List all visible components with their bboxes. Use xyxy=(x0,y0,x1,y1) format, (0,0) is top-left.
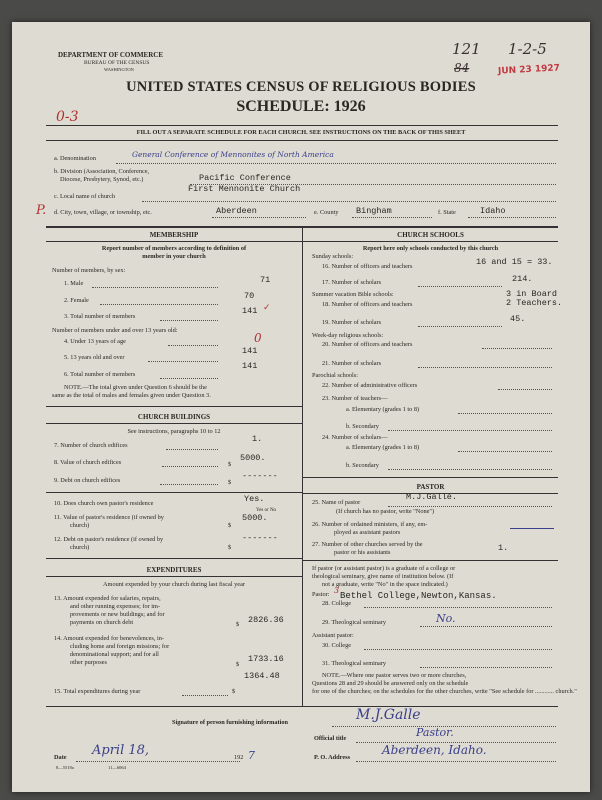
expenditures-heading: EXPENDITURES xyxy=(146,566,202,574)
form-title: UNITED STATES CENSUS OF RELIGIOUS BODIES xyxy=(126,79,476,95)
state-label: f. State xyxy=(438,209,456,216)
instructions-banner: FILL OUT A SEPARATE SCHEDULE FOR EACH CHURCH. SEE INSTRUCTIONS ON THE BACK OF THIS SHEET xyxy=(136,129,466,136)
q13-dollar: $ xyxy=(236,621,240,628)
parochial-schools-label: Parochial schools: xyxy=(312,372,358,379)
q14-label-1: 14. Amount expended for benevolences, in- xyxy=(54,635,164,642)
q3-value: 141 xyxy=(242,306,258,316)
q9-value: ------- xyxy=(242,471,278,481)
received-date-stamp: JUN 23 1927 xyxy=(497,63,561,77)
q17-value: 214. xyxy=(512,274,533,284)
q9-dollar: $ xyxy=(228,479,232,486)
q8-label: 8. Value of church edifices xyxy=(54,459,122,466)
date-label: Date xyxy=(54,754,67,761)
q10-value: Yes. xyxy=(244,494,265,504)
q26-label: 26. Number of ordained ministers, if any, em- xyxy=(312,521,428,528)
q15-label: 15. Total expenditures during year xyxy=(54,688,141,695)
q4-label: 4. Under 13 years of age xyxy=(64,338,126,345)
q21-label: 21. Number of scholars xyxy=(322,360,382,367)
q27-value: 1. xyxy=(498,543,509,553)
q16-label: 16. Number of officers and teachers xyxy=(322,263,413,270)
pastor-note-1: NOTE.—Where one pastor serves two or more churches, xyxy=(322,672,467,679)
census-form-sheet xyxy=(12,22,590,792)
q14-label-3: denominational support; and for all xyxy=(70,651,159,658)
assistant-pastor-label: Assistant pastor: xyxy=(312,632,354,639)
file-number: 121 xyxy=(452,40,481,58)
church-name-label: c. Local name of church xyxy=(54,193,116,200)
buildings-heading: CHURCH BUILDINGS xyxy=(137,413,211,421)
church-name-value: First Mennonite Church xyxy=(188,184,301,194)
department-line: DEPARTMENT OF COMMERCE xyxy=(58,51,164,59)
q23-label: 23. Number of teachers— xyxy=(322,395,388,402)
q5-label: 5. 13 years old and over xyxy=(64,354,125,361)
q6-value: 141 xyxy=(242,361,258,371)
form-subtitle: SCHEDULE: 1926 xyxy=(236,98,366,115)
q19-label: 19. Number of scholars xyxy=(322,319,382,326)
date-value: April 18, xyxy=(92,743,150,758)
membership-intro-1: Report number of members according to definition of xyxy=(101,245,247,252)
q22-label: 22. Number of administrative officers xyxy=(322,382,418,389)
margin-note-top: 0-3 xyxy=(56,109,79,125)
q5-value: 141 xyxy=(242,346,258,356)
q18-label: 18. Number of officers and teachers xyxy=(322,301,413,308)
pastor-note-3: for one of the churches; on the schedules for the other churches, write "See schedule for ............ church." xyxy=(312,688,577,695)
signature-label: Signature of person furnishing information xyxy=(172,719,289,726)
official-title-value: Pastor. xyxy=(416,726,454,739)
pastor-note-2: Questions 28 and 29 should be answered only on the schedule xyxy=(312,680,469,687)
county-value: Bingham xyxy=(356,206,392,216)
year-suffix: 7 xyxy=(248,749,255,762)
q13-label-1: 13. Amount expended for salaries, repairs, xyxy=(54,595,161,602)
q4-value: 0 xyxy=(254,331,262,345)
print-code: 11—6064 xyxy=(108,765,126,770)
pastor-superscript-note: 3 xyxy=(334,586,340,595)
q24a-label: a. Elementary (grades 1 to 8) xyxy=(346,444,420,451)
q23a-label: a. Elementary (grades 1 to 8) xyxy=(346,406,420,413)
q15-value: 1364.48 xyxy=(244,671,280,681)
q12-label: 12. Debt on pastor's residence (if owned by xyxy=(54,536,164,543)
q31-label: 31. Theological seminary xyxy=(322,660,387,667)
q27-label: 27. Number of other churches served by the xyxy=(312,541,423,548)
q26-label-2: ployed as assistant pastors xyxy=(334,529,401,536)
schools-intro: Report here only schools conducted by this church xyxy=(362,245,499,252)
age-group-label: Number of members under and over 13 years old: xyxy=(52,327,178,334)
q7-value: 1. xyxy=(252,434,263,444)
year-prefix: 192 xyxy=(234,754,244,761)
q1-value: 71 xyxy=(260,275,271,285)
q25-label: 25. Name of pastor xyxy=(312,499,361,506)
po-address-value: Aberdeen, Idaho. xyxy=(382,743,487,757)
q3-check-mark: ✓ xyxy=(263,302,271,312)
q23b-label: b. Secondary xyxy=(346,423,379,430)
q16-value: 16 and 15 = 33. xyxy=(476,257,553,267)
expenditures-instruction: Amount expended by your church during last fiscal year xyxy=(103,581,245,588)
sunday-schools-label: Sunday schools: xyxy=(312,253,354,260)
signature-value: M.J.Galle xyxy=(356,707,421,723)
washington-line: WASHINGTON xyxy=(104,67,134,72)
q25-value: M.J.Galle. xyxy=(406,492,458,502)
schools-heading: CHURCH SCHOOLS xyxy=(397,231,464,239)
q8-value: 5000. xyxy=(240,453,266,463)
q12-label-2: church) xyxy=(70,544,90,551)
q20-label: 20. Number of officers and teachers xyxy=(322,341,413,348)
q2-label: 2. Female xyxy=(64,297,89,304)
q13-label-3: provements or new buildings; and for xyxy=(70,611,165,618)
q2-value: 70 xyxy=(244,291,255,301)
q14-label-2: cluding home and foreign missions; for xyxy=(70,643,170,650)
q18-value-2: 2 Teachers. xyxy=(506,298,563,308)
q1-label: 1. Male xyxy=(64,280,84,287)
pastor-heading: PASTOR xyxy=(416,483,445,491)
q14-value: 1733.16 xyxy=(248,654,284,664)
q29-label: 29. Theological seminary xyxy=(322,619,387,626)
q15-dollar: $ xyxy=(232,688,236,695)
bureau-line: BUREAU OF THE CENSUS xyxy=(84,60,150,66)
q7-label: 7. Number of church edifices xyxy=(54,442,128,449)
q27-label-2: pastor or his assistants xyxy=(334,549,391,556)
q3-label: 3. Total number of members xyxy=(64,313,136,320)
q9-label: 9. Debt on church edifices xyxy=(54,477,121,484)
q8-dollar: $ xyxy=(228,461,232,468)
q13-label-2: and other running expenses; for im- xyxy=(70,603,161,610)
q11-label-2: church) xyxy=(70,522,90,529)
division-value: Pacific Conference xyxy=(199,173,291,183)
denomination-label: a. Denomination xyxy=(54,155,96,162)
file-code: 1-2-5 xyxy=(508,40,547,58)
q14-dollar: $ xyxy=(236,661,240,668)
q24-label: 24. Number of scholars— xyxy=(322,434,388,441)
official-title-label: Official title xyxy=(314,735,347,742)
college-note-2: theological seminary, give name of institution below. (If xyxy=(312,573,454,580)
q11-label: 11. Value of pastor's residence (if owned by xyxy=(54,514,164,521)
membership-note-1: NOTE.—The total given under Question 6 should be the xyxy=(64,384,207,391)
struck-number: 84 xyxy=(454,61,470,75)
q10-label: 10. Does church own pastor's residence xyxy=(54,500,154,507)
po-address-label: P. O. Address xyxy=(314,754,351,761)
q18-value: 3 in Board xyxy=(506,289,558,299)
weekday-schools-label: Week-day religious schools: xyxy=(312,332,384,339)
state-value: Idaho xyxy=(480,206,506,216)
membership-heading: MEMBERSHIP xyxy=(149,231,199,239)
denomination-value: General Conference of Mennonites of North America xyxy=(132,150,334,159)
pastor-label: Pastor: xyxy=(312,591,330,598)
q11-dollar: $ xyxy=(228,522,232,529)
q19-value: 45. xyxy=(510,314,526,324)
q12-value: ------- xyxy=(242,533,278,543)
q12-dollar: $ xyxy=(228,544,232,551)
q28-label: 28. College xyxy=(322,600,352,607)
q25-note: (If church has no pastor, write "None") xyxy=(336,508,435,515)
q29-value: No. xyxy=(436,612,456,625)
q14-label-4: other purposes xyxy=(70,659,107,666)
q13-label-4: payments on church debt xyxy=(70,619,134,626)
form-number: 8—5518a xyxy=(56,765,74,770)
county-label: e. County xyxy=(314,209,339,216)
college-note-3: not a graduate, write "No" in the space indicated.) xyxy=(322,581,448,588)
college-note-1: If pastor (or assistant pastor) is a graduate of a college or xyxy=(312,565,456,572)
membership-intro-2: member in your church xyxy=(142,253,206,260)
q13-value: 2826.36 xyxy=(248,615,284,625)
q24b-label: b. Secondary xyxy=(346,462,379,469)
members-by-sex-label: Number of members, by sex: xyxy=(52,267,126,274)
q30-label: 30. College xyxy=(322,642,352,649)
division-label: b. Division (Association, Conference, xyxy=(54,168,150,175)
membership-note-2: same as the total of males and females given under Question 3. xyxy=(52,392,211,399)
q11-value: 5000. xyxy=(242,513,268,523)
summer-schools-label: Summer vacation Bible schools: xyxy=(312,291,394,298)
q17-label: 17. Number of scholars xyxy=(322,279,382,286)
city-label: d. City, town, village, or township, etc. xyxy=(54,209,152,216)
buildings-instruction: See instructions, paragraphs 10 to 12 xyxy=(127,428,221,435)
margin-note-p: P. xyxy=(36,203,47,218)
division-label-2: Diocese, Presbytery, Synod, etc.) xyxy=(60,176,144,183)
q6-label: 6. Total number of members xyxy=(64,371,136,378)
city-value: Aberdeen xyxy=(216,206,257,216)
yes-no-caption: Yes or No xyxy=(256,508,277,513)
q28-value: Bethel College,Newton,Kansas. xyxy=(340,591,497,601)
